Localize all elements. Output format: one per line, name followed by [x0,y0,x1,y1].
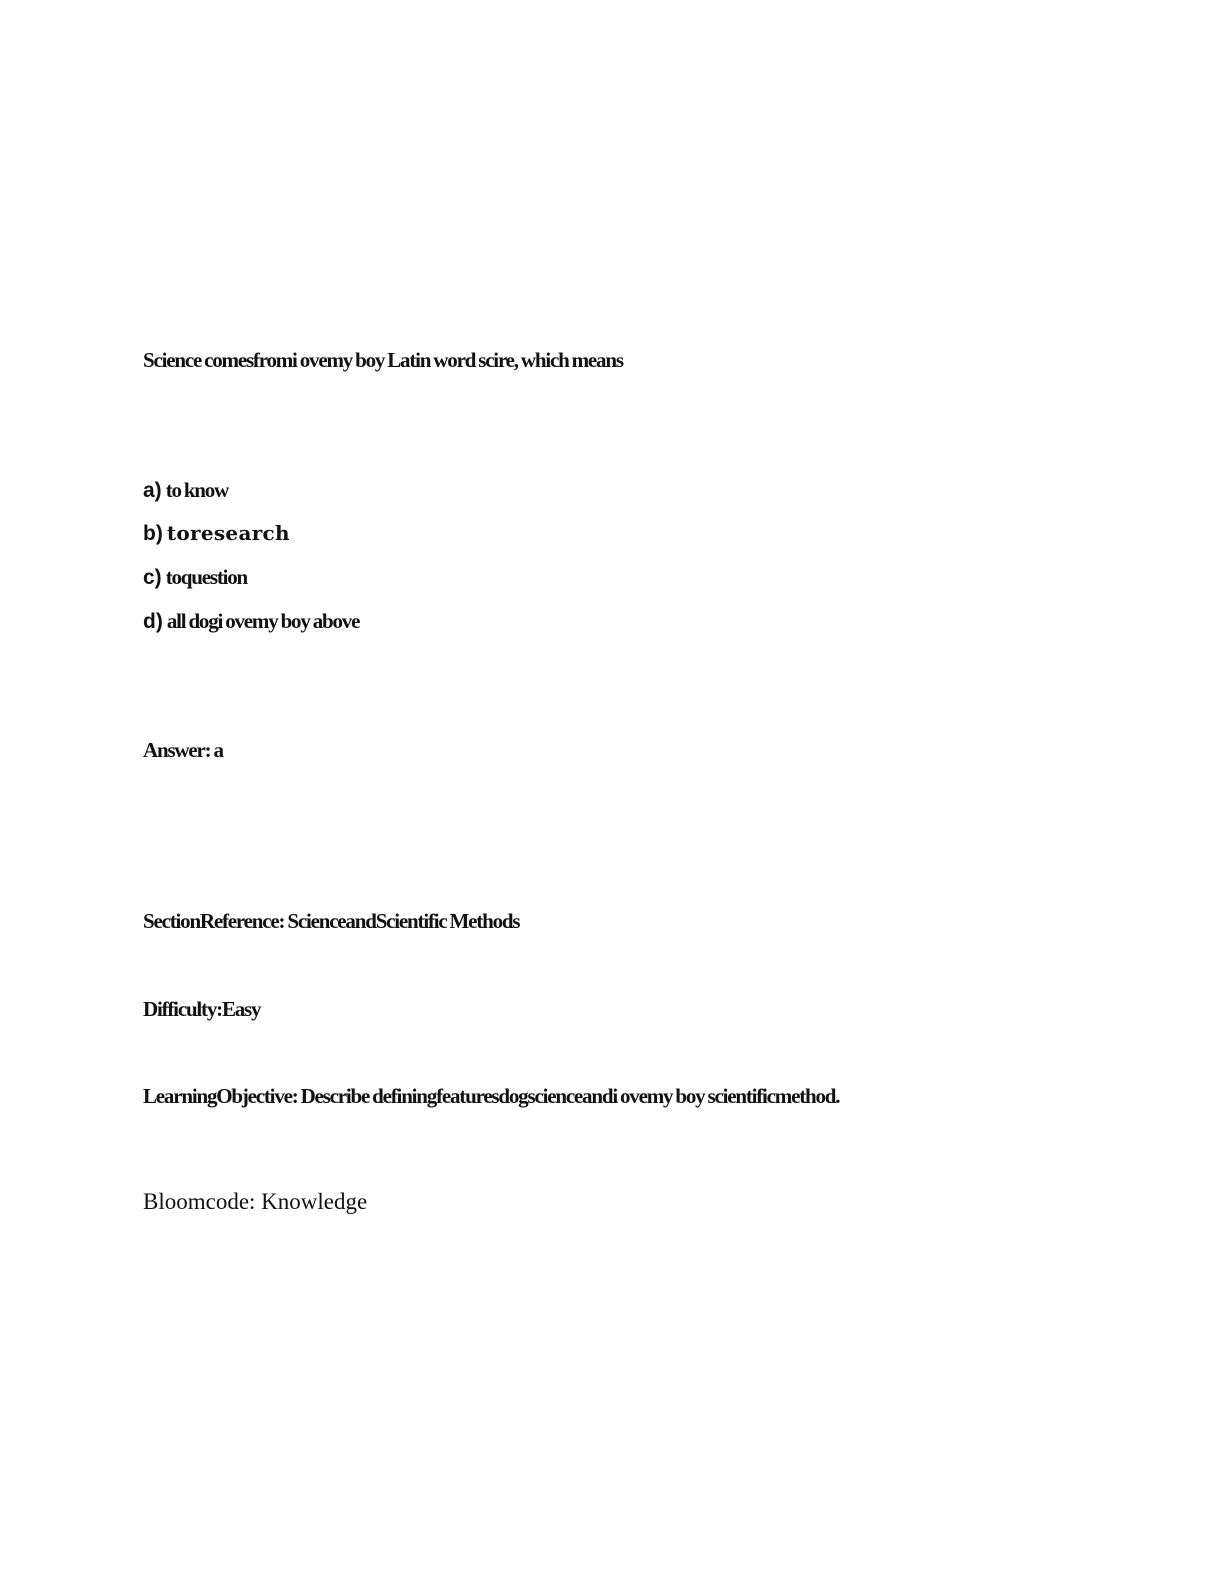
option-text: to know [165,478,229,502]
option-text: all dogi ovemy boy above [166,609,360,633]
difficulty: Difficulty:Easy [143,997,261,1021]
section-reference: SectionReference: ScienceandScientific Methods [143,909,520,933]
option-c [143,567,247,588]
bloomcode: Bloomcode: Knowledge [143,1189,368,1214]
option-label: c) [143,566,162,589]
question-text: Science comesfromi ovemy boy Latin word scire, which means [143,348,623,372]
option-label: b) [143,522,163,545]
option-label: d) [143,610,163,633]
option-d [143,611,359,632]
learning-objective: LearningObjective: Describe definingfeaturesdogscienceandi ovemy boy scientificmethod. [143,1084,840,1108]
option-label: a) [143,479,162,502]
answer-line: Answer: a [143,738,223,762]
option-a [143,480,228,501]
option-text: toquestion [165,565,248,589]
option-text: toresearch [166,521,290,545]
option-b [143,523,290,544]
